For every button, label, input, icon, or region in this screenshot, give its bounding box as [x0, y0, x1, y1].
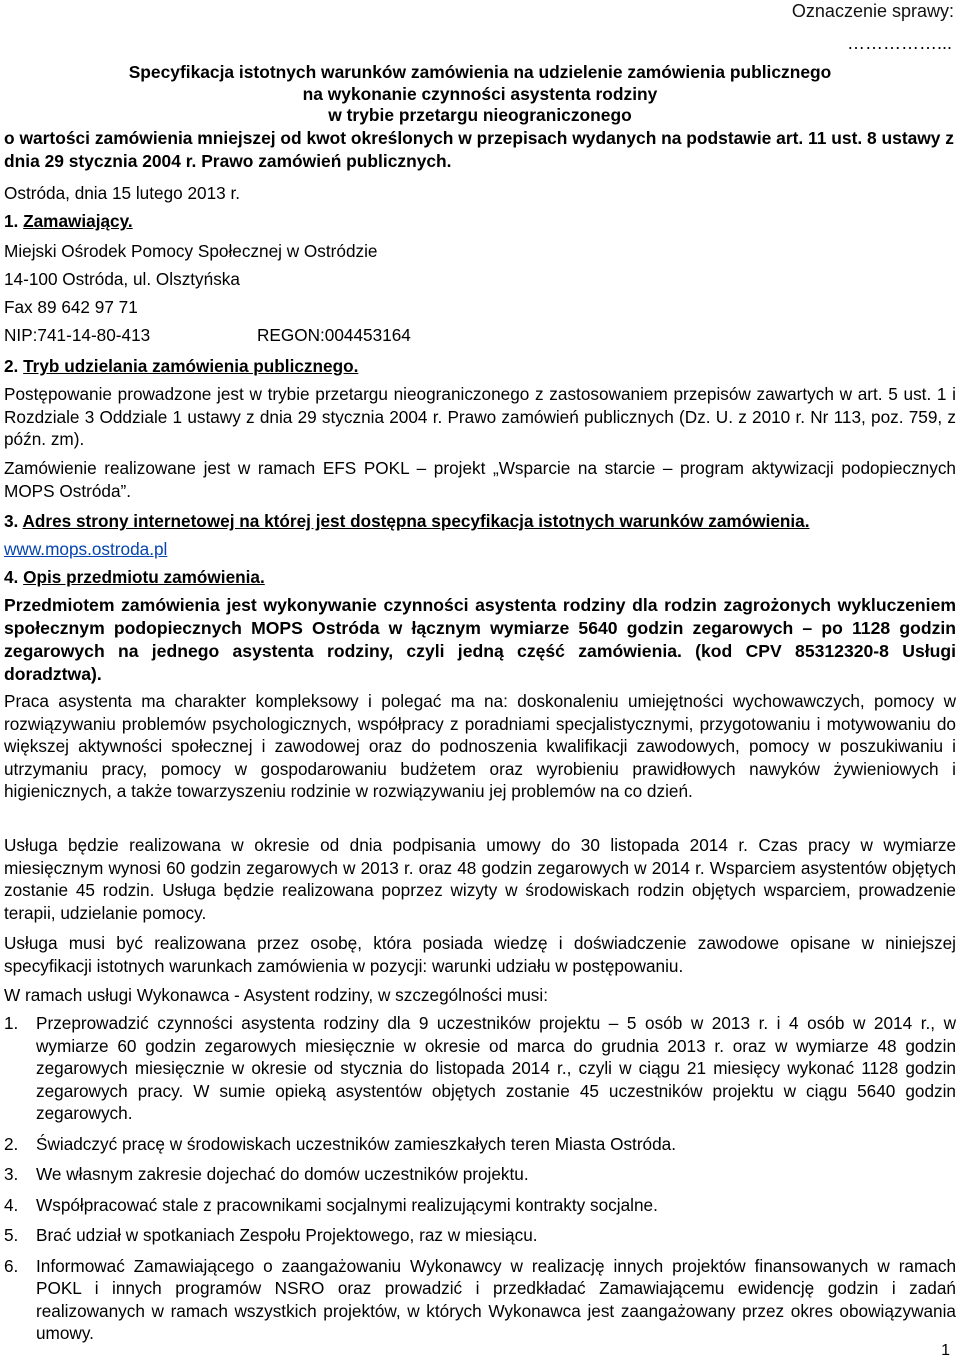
list-item — [4, 1255, 956, 1345]
case-reference-value: ……………... — [846, 33, 952, 53]
list-item — [4, 1163, 956, 1186]
work-description: Praca asystenta ma charakter kompleksowy i polegać ma na: doskonaleniu umiejętności wychowawczych, pomocy w rozwiązywaniu problemów psychologicznych, współpracy z poradniami specjalistycznymi, przygotowaniu i motywowaniu do większej aktywności społecznej i zawodowej oraz do podnoszenia kwalifikacji zawodowych, pomocy w poszukiwaniu i utrzymaniu pracy, pomocy w gospodarowaniu budżetem oraz wyrobieniu prawidłowych nawyków żywieniowych i higienicznych, a także towarzyszeniu rodzinie w rozwiązywaniu jej problemów na co dzień. — [4, 691, 956, 801]
section-3-title: Adres strony internetowej na której jest dostępna specyfikacja istotnych warunków zamówienia. — [22, 511, 810, 531]
procedure-description: Postępowanie prowadzone jest w trybie przetargu nieograniczonego z zastosowaniem przepisów zawartych w art. 5 ust. 1 i Rozdziale 3 Oddziale 1 ustawy z dnia 29 stycznia 2004 r. Prawo zamówień publicznych (Dz. U. z 2010 r. Nr 113, poz. 759, z późn. zm). — [4, 384, 956, 449]
obligations-list — [4, 1012, 956, 1345]
title-line-1: Specyfikacja istotnych warunków zamówienia na udzielenie zamówienia publicznego — [128, 62, 832, 82]
list-item-number: 3. — [4, 1164, 19, 1184]
list-item-text: We własnym zakresie dojechać do domów uczestników projektu. — [36, 1164, 529, 1184]
list-item-number: 1. — [4, 1013, 19, 1033]
section-1-number: 1. — [4, 211, 19, 231]
list-item-text: Przeprowadzić czynności asystenta rodziny dla 9 uczestników projektu – 5 osób w 2013 r. i 4 osób w 2014 r., w wymiarze 60 godzin zegarowych miesięcznie w okresie od marca do grudnia 2013 r. oraz w wymiarze 48 godzin zegarowych miesięcznie w okresie od stycznia do listopada 2014 r., czyli w ciągu 21 miesięcy wykonać 1128 godzin zegarowych pracy. W sumie opieką asystentów objętych zostanie 45 uczestników projektu w ciągu 5640 godzin zegarowych. — [36, 1013, 956, 1123]
list-item — [4, 1224, 956, 1247]
list-item-number: 2. — [4, 1133, 19, 1154]
contracting-authority-name: Miejski Ośrodek Pomocy Społecznej w Ostródzie — [4, 241, 378, 261]
title-line-3: w trybie przetargu nieograniczonego — [328, 105, 632, 126]
obligations-intro: W ramach usługi Wykonawca - Asystent rodziny, w szczególności musi: — [4, 985, 548, 1005]
list-item-text: Brać udział w spotkaniach Zespołu Projektowego, raz w miesiącu. — [36, 1225, 538, 1245]
list-item-number: 6. — [4, 1255, 19, 1276]
order-subject-summary: Przedmiotem zamówienia jest wykonywanie czynności asystenta rodziny dla rodzin zagrożonych wykluczeniem społecznym podopiecznych MOPS Ostróda w łącznym wymiarze 5640 godzin zegarowych – po 1128 godzin zegarowych na jednego asystenta rodziny, czyli jedną część zamówienia. (kod CPV 85312320-8 Usługi doradztwa). — [4, 595, 956, 684]
list-item-number: 5. — [4, 1225, 19, 1245]
page-number: 1 — [941, 1342, 950, 1359]
place-date: Ostróda, dnia 15 lutego 2013 r. — [4, 183, 241, 203]
regon-number: REGON:004453164 — [257, 325, 411, 345]
title-line-4: o wartości zamówienia mniejszej od kwot określonych w przepisach wydanych na podstawie art. 11 ust. 8 ustawy z dnia 29 stycznia 2004 r. Prawo zamówień publicznych. — [4, 127, 955, 171]
contracting-authority-ids — [4, 324, 956, 347]
section-1-title: Zamawiający. — [23, 211, 133, 231]
contracting-authority-fax: Fax 89 642 97 71 — [4, 297, 138, 317]
section-4-title: Opis przedmiotu zamówienia. — [23, 567, 265, 587]
website-url-row — [4, 538, 956, 561]
section-4-heading — [4, 566, 956, 589]
section-2-title: Tryb udzielania zamówienia publicznego. — [23, 356, 359, 376]
section-3-heading — [4, 510, 956, 533]
list-item-number: 4. — [4, 1194, 19, 1215]
case-reference-label: Oznaczenie sprawy: — [791, 1, 954, 21]
list-item-text: Współpracować stale z pracownikami socjalnymi realizującymi kontrakty socjalne. — [36, 1194, 658, 1215]
contracting-authority-address: 14-100 Ostróda, ul. Olsztyńska — [4, 269, 240, 289]
section-1-heading — [4, 210, 956, 233]
website-url-link[interactable]: www.mops.ostroda.pl — [4, 539, 168, 559]
contractor-requirements: Usługa musi być realizowana przez osobę, która posiada wiedzę i doświadczenie zawodowe opisane w niniejszej specyfikacji istotnych warunkach zamówienia w pozycji: warunki udziału w postępowaniu. — [4, 933, 956, 976]
section-2-number: 2. — [4, 356, 19, 376]
section-2-heading — [4, 355, 956, 378]
list-item — [4, 1012, 956, 1125]
title-line-2: na wykonanie czynności asystenta rodziny — [302, 83, 658, 104]
list-item — [4, 1194, 956, 1217]
service-period-description: Usługa będzie realizowana w okresie od dnia podpisania umowy do 30 listopada 2014 r. Czas pracy w wymiarze miesięcznym wynosi 60 godzin zegarowych w 2013 r. oraz 48 godzin zegarowych w 2014 r. Wsparciem asystentów objętych zostanie 45 rodzin. Usługa będzie realizowana poprzez wizyty w środowiskach rodzin objętych wsparciem, prowadzenie terapii, udzielanie pomocy. — [4, 835, 956, 923]
list-item — [4, 1133, 956, 1156]
section-3-number: 3. — [4, 511, 19, 531]
list-item-text: Informować Zamawiającego o zaangażowaniu Wykonawcy w realizację innych projektów finansowanych w ramach POKL i innych programów NSRO oraz prowadzić i przedkładać Zamawiającemu ewidencję godzin i zadań realizowanych w ramach wszystkich projektów, w których Wykonawca jest zaangażowany przez okres obowiązywania umowy. — [36, 1255, 956, 1343]
project-description: Zamówienie realizowane jest w ramach EFS POKL – projekt „Wsparcie na starcie – program aktywizacji podopiecznych MOPS Ostróda”. — [4, 458, 956, 501]
document-title — [4, 62, 956, 173]
list-item-text: Świadczyć pracę w środowiskach uczestników zamieszkałych teren Miasta Ostróda. — [36, 1133, 676, 1154]
nip-number: NIP:741-14-80-413 — [4, 325, 151, 345]
section-4-number: 4. — [4, 567, 19, 587]
